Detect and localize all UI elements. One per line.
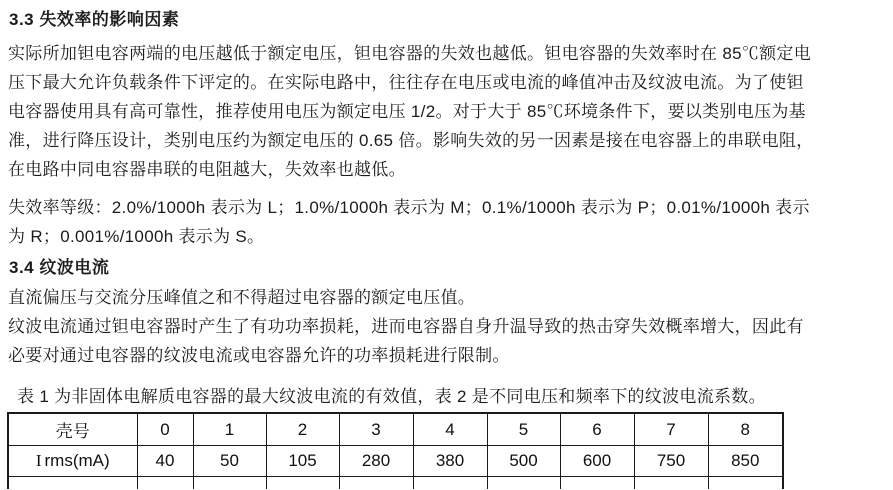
body-line: 直流偏压与交流分压峰值之和不得超过电容器的额定电压值。	[8, 288, 476, 307]
table-cell: 40	[137, 446, 193, 477]
table-cell: 750	[634, 446, 708, 477]
table-header-cell: 0	[137, 413, 193, 446]
body-line: 压下最大允许负载条件下评定的。在实际电路中，往往存在电压或电流的峰值冲击及纹波电流。为了使钽	[8, 73, 804, 92]
table-cell: 50	[193, 446, 266, 477]
body-line: 电容器使用具有高可靠性，推荐使用电压为额定电压 1/2。对于大于 85℃环境条件下，要以类别电压为基	[8, 102, 806, 121]
body-line: 为 R；0.001%/1000h 表示为 S。	[8, 227, 265, 246]
table-data-row	[8, 446, 783, 477]
table-header-cell: 4	[413, 413, 487, 446]
table-cell: 280	[339, 446, 413, 477]
table-header-cell: 8	[708, 413, 783, 446]
table-header-cell: 3	[339, 413, 413, 446]
body-line: 必要对通过电容器的纹波电流或电容器允许的功率损耗进行限制。	[8, 346, 510, 365]
table-header-cell: 5	[487, 413, 560, 446]
irms-label-prefix: I	[35, 451, 42, 470]
ripple-current-table	[7, 412, 784, 489]
body-line: 表 1 为非固体电解质电容器的最大纹波电流的有效值，表 2 是不同电压和频率下的纹波电流系数。	[17, 387, 766, 406]
table-cutoff-row	[8, 477, 783, 490]
section-3-4-paragraph-1	[8, 283, 475, 312]
body-line: 实际所加钽电容两端的电压越低于额定电压，钽电容器的失效也越低。钽电容器的失效率时在 85℃额定电	[8, 44, 812, 63]
irms-label-cell	[8, 446, 137, 477]
body-line: 在电路中同电容器串联的电阻越大，失效率也越低。	[8, 160, 406, 179]
table-header-cell: 7	[634, 413, 708, 446]
body-line: 失效率等级：2.0%/1000h 表示为 L；1.0%/1000h 表示为 M；0.1%/1000h 表示为 P；0.01%/1000h 表示	[8, 198, 810, 217]
section-3-4-heading: 3.4 纹波电流	[9, 258, 110, 277]
table-cell: 500	[487, 446, 560, 477]
table-header-cell: 1	[193, 413, 266, 446]
table-header-cell: 6	[560, 413, 634, 446]
table-header-cell: 2	[266, 413, 339, 446]
failure-rate-grades-paragraph	[8, 193, 810, 251]
table-cell: 600	[560, 446, 634, 477]
table-cell: 380	[413, 446, 487, 477]
case-size-header-cell: 壳号	[8, 413, 137, 446]
body-line: 纹波电流通过钽电容器时产生了有功功率损耗，进而电容器自身升温导致的热击穿失效概率增大，因此有	[8, 317, 804, 336]
section-3-3-paragraph-1	[8, 39, 814, 184]
table-cell: 105	[266, 446, 339, 477]
table-intro-paragraph	[8, 382, 766, 411]
body-line: 准，进行降压设计，类别电压约为额定电压的 0.65 倍。影响失效的另一因素是接在电容器上的串联电阻，	[8, 131, 814, 150]
section-3-3-heading: 3.3 失效率的影响因素	[9, 10, 180, 29]
irms-label-rest: rms(mA)	[44, 451, 110, 470]
table-cell: 850	[708, 446, 783, 477]
section-3-4-paragraph-2	[8, 312, 804, 370]
table-header-row	[8, 413, 783, 446]
